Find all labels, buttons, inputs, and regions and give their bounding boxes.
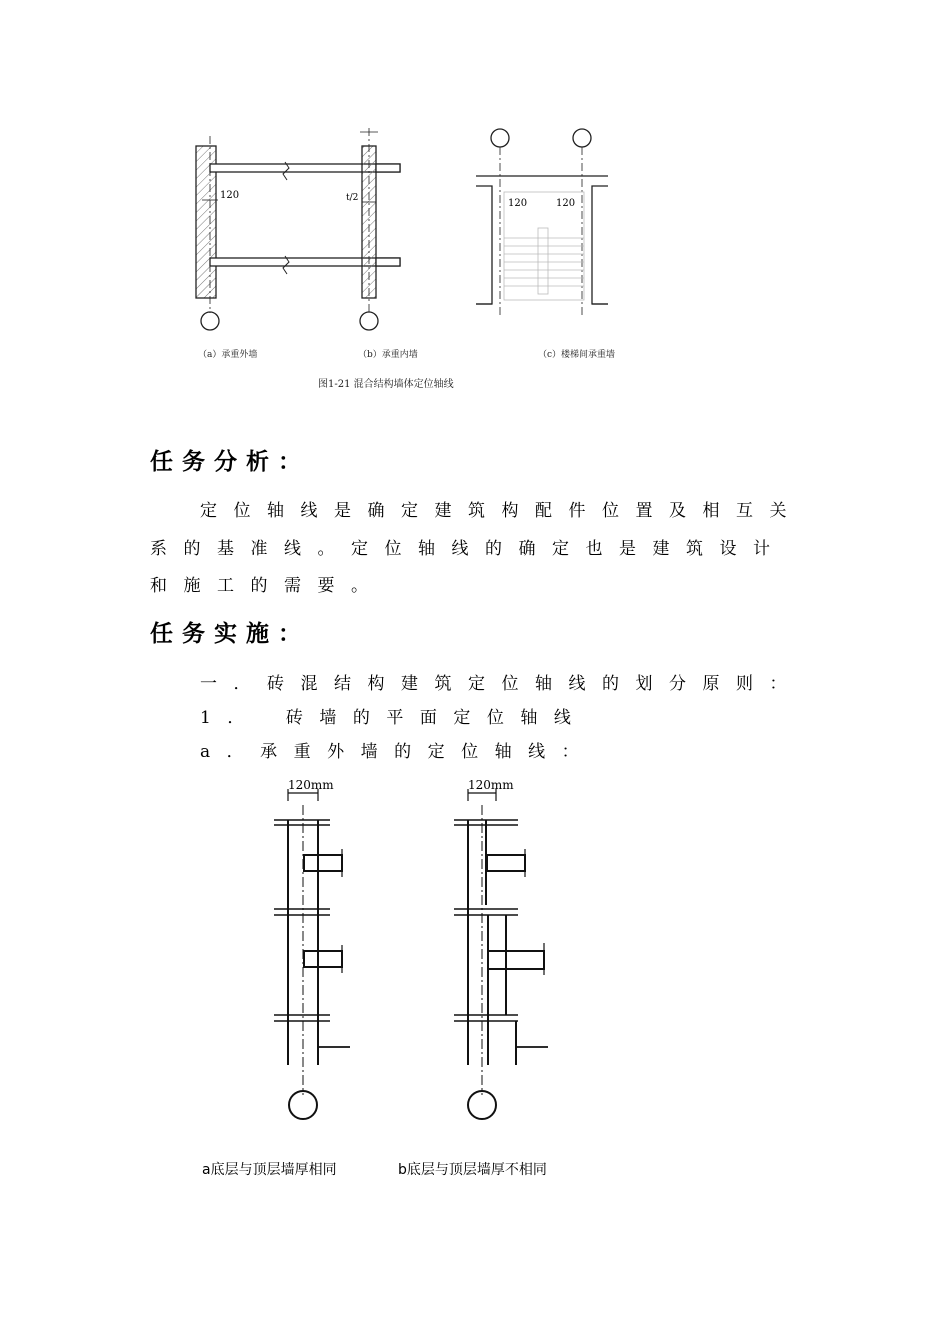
analysis-line-2: 系的基准线。定位轴线的确定也是建筑设计 — [150, 539, 787, 559]
bottom-figure-drawing — [200, 775, 600, 1155]
diagram-a-same-thickness — [274, 789, 350, 1119]
diagram-b-interior-wall — [360, 128, 400, 330]
dim-c-left-label: 120 — [508, 198, 528, 209]
bottom-caption-b: b底层与顶层墙厚不相同 — [398, 1162, 547, 1178]
caption-b: （b）承重内墙 — [358, 350, 418, 360]
diagram-b-different-thickness — [454, 789, 548, 1119]
figure-title: 图1-21 混合结构墙体定位轴线 — [318, 379, 454, 390]
bottom-caption-a: a底层与顶层墙厚相同 — [202, 1162, 337, 1178]
bottom-figure — [200, 775, 600, 1185]
caption-c: （c）楼梯间承重墙 — [538, 350, 616, 360]
implementation-item-3: a．承重外墙的定位轴线： — [200, 742, 596, 762]
dim-b-fraction: t/2 — [346, 193, 359, 203]
implementation-item-1: 一．砖混结构建筑定位轴线的划分原则： — [200, 674, 803, 694]
dim-a-label: 120 — [220, 190, 240, 201]
caption-a: （a）承重外墙 — [198, 350, 258, 360]
analysis-line-3: 和施工的需要。 — [150, 576, 385, 596]
top-figure — [180, 118, 620, 398]
dim-right-label: 120mm — [468, 778, 514, 792]
diagram-c-stairwell — [476, 129, 608, 318]
heading-task-analysis: 任务分析： — [150, 448, 310, 475]
heading-task-implementation: 任务实施： — [150, 620, 310, 647]
implementation-item-2: 1． 砖墙的平面定位轴线 — [200, 708, 588, 728]
dim-c-right-label: 120 — [556, 198, 576, 209]
analysis-line-1: 定位轴线是确定建筑构配件位置及相互关 — [200, 501, 803, 521]
dim-left-label: 120mm — [288, 778, 334, 792]
